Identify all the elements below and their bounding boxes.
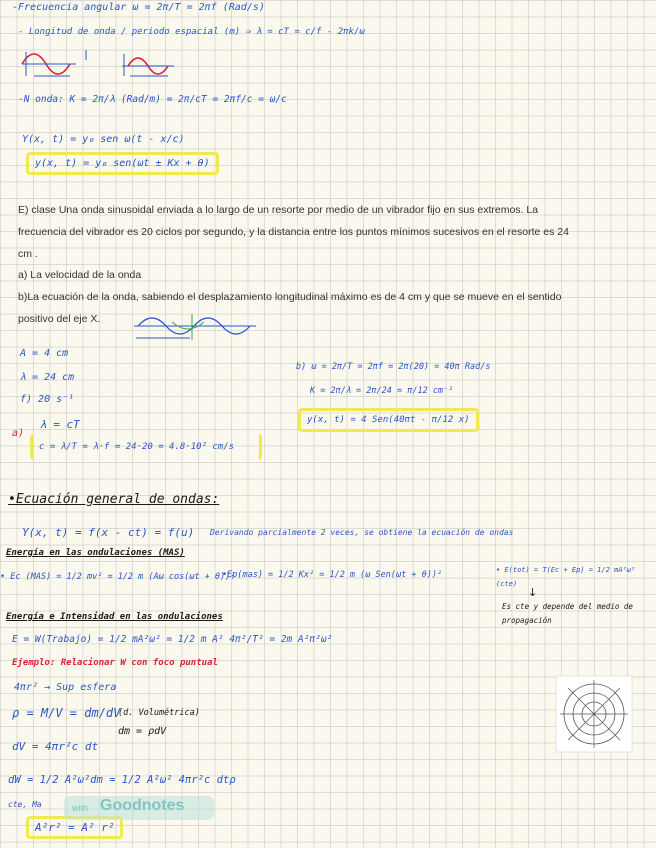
total-energy-note-2: propagación xyxy=(502,616,552,625)
angular-frequency-line: -Frecuencia angular ω = 2π/T = 2πf (Rad/s) xyxy=(12,2,265,13)
volumetric-density-note: (d. Volumétrica) xyxy=(118,708,200,718)
part-a-relation: λ = cT xyxy=(40,418,80,431)
problem-part-b-1: b)La ecuación de la onda, sabiendo el desplazamiento longitudinal máximo es de 4 cm y que se mueve en el sentido xyxy=(18,291,562,303)
general-equation-title: •Ecuación general de ondas: xyxy=(8,492,220,507)
problem-part-b-2: positivo del eje X. xyxy=(18,313,101,325)
mass-differential: dm = ρdV xyxy=(118,726,167,737)
intensity-title: Energía e Intensidad en las ondulaciones xyxy=(6,612,223,622)
part-b-omega: b) ω = 2π/T = 2πf = 2π(20) = 40π Rad/s xyxy=(296,362,491,372)
work-differential: dW = 1/2 A²ω²dm = 1/2 A²ω² 4πr²c dtρ xyxy=(8,774,236,786)
frequency-value: f) 20 s⁻¹ xyxy=(20,394,75,405)
kinetic-energy: • Ec (MAS) = 1/2 mv² = 1/2 m (Aω cos(ωt + θ))² xyxy=(0,572,236,582)
general-equation: Y(x, t) = f(x - ct) = f(u) xyxy=(22,526,195,539)
part-a-result: c = λ/T = λ·f = 24·20 = 4.8·10² cm/s xyxy=(30,434,262,460)
energy-work-equation: E = W(Trabajo) = 1/2 mA²ω² = 1/2 m A² 4π²/T² = 2m A²π²ω² xyxy=(12,634,333,645)
potential-energy: •Ep(mas) = 1/2 Kx² = 1/2 m (ω Sen(ωt + θ))² xyxy=(222,570,443,580)
constant-prefix: cte, Ma xyxy=(8,800,42,809)
part-b-result: y(x, t) = 4 Sen(40πt - π/12 x) xyxy=(298,408,479,432)
total-energy-note-1: Es cte y depende del medio de xyxy=(502,602,633,611)
problem-line-2: frecuencia del vibrador es 20 ciclos por segundo, y la distancia entre los puntos mínimos sucesivos en el resorte es 24 xyxy=(18,226,569,238)
example-heading: Ejemplo: Relacionar W con foco puntual xyxy=(12,658,218,668)
total-energy: • E(tot) = T(Ec + Ep) = 1/2 mA²ω² xyxy=(496,566,636,574)
problem-part-a: a) La velocidad de la onda xyxy=(18,269,142,281)
wavelength-value: λ = 24 cm xyxy=(20,372,75,383)
part-a-label: a) xyxy=(12,428,25,439)
wavelength-line: - Longitud de onda / periodo espacial (m) ⇒ λ = cT = c/f - 2πk/ω xyxy=(18,27,365,37)
problem-line-3: cm . xyxy=(18,248,38,260)
energy-title: Energía en las ondulaciones (MAS) xyxy=(6,548,185,558)
wave-number-line: -N onda: K = 2π/λ (Rad/m) = 2π/cT = 2πf/c = ω/c xyxy=(18,94,287,105)
down-arrow-icon: ↓ xyxy=(528,586,538,599)
problem-line-1: E) clase Una onda sinusoidal enviada a lo largo de un resorte por medio de un vibrador fijo en sus extremos. La xyxy=(18,204,539,216)
amplitude-radius-relation: A²r² = A² r² xyxy=(26,816,123,839)
wave-sketch-left xyxy=(20,46,80,82)
density-equation: ρ = M/V = dm/dV xyxy=(12,706,121,720)
part-b-k: K = 2π/λ = 2π/24 = π/12 cm⁻¹ xyxy=(310,386,454,396)
spherical-wave-diagram xyxy=(556,676,632,752)
wave-sketch-right xyxy=(118,50,178,82)
general-equation-note: Derivando parcialmente 2 veces, se obtiene la ecuación de ondas xyxy=(210,528,514,537)
watermark-with: with xyxy=(72,803,89,813)
wave-equation-1: Y(x, t) = y₀ sen ω(t - x/c) xyxy=(22,134,185,145)
sphere-surface: 4πr² → Sup esfera xyxy=(14,682,117,693)
wave-equation-boxed: y(x, t) = y₀ sen(ωt ± Kx + θ) xyxy=(26,152,219,175)
total-energy-cte: (cte) xyxy=(496,580,518,588)
volume-differential: dV = 4πr²c dt xyxy=(12,740,99,753)
goodnotes-logo: Goodnotes xyxy=(100,797,185,814)
wave-doodle xyxy=(132,312,260,344)
amplitude-value: A = 4 cm xyxy=(20,348,69,359)
